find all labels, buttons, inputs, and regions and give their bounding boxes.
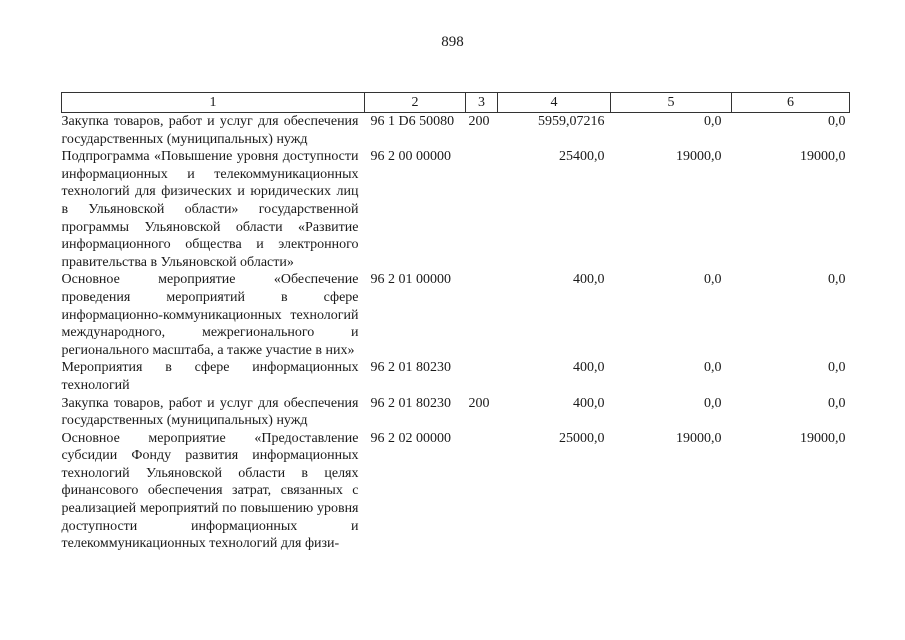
row-code: 96 1 D6 50080 — [370, 114, 455, 129]
table-row — [62, 430, 850, 553]
header-col-5: 5 — [611, 93, 732, 113]
table-row — [62, 271, 850, 359]
row-vr: 200 — [468, 395, 490, 411]
header-col-4: 4 — [498, 93, 611, 113]
header-col-3: 3 — [466, 93, 498, 113]
row-value-4: 400,0 — [573, 272, 605, 288]
row-name: Основное мероприятие «Обеспечение проведения мероприятий в сфере информационно-коммуникационных технологий международного, межрегионального и регионального масштаба, а также участие в них» — [61, 272, 359, 358]
row-value-4: 25000,0 — [559, 430, 605, 446]
row-value-4: 5959,07216 — [538, 114, 605, 129]
row-code: 96 2 01 80230 — [370, 360, 451, 376]
row-code: 96 2 01 80230 — [370, 395, 451, 411]
table-header-row — [62, 93, 850, 113]
row-code: 96 2 00 00000 — [370, 149, 451, 165]
row-vr — [466, 148, 498, 271]
row-name: Закупка товаров, работ и услуг для обеспечения государственных (муниципальных) нужд — [61, 395, 359, 429]
row-value-6: 19000,0 — [800, 430, 846, 446]
row-value-4: 25400,0 — [559, 149, 605, 165]
row-value-6: 0,0 — [828, 360, 846, 376]
row-vr — [466, 430, 498, 553]
table-row — [62, 359, 850, 394]
row-vr — [466, 359, 498, 394]
table-row — [62, 148, 850, 271]
row-code: 96 2 01 00000 — [370, 272, 451, 288]
row-value-6: 0,0 — [828, 395, 846, 411]
row-value-6: 19000,0 — [800, 149, 846, 165]
row-value-4: 400,0 — [573, 395, 605, 411]
row-name: Мероприятия в сфере информационных технологий — [61, 360, 359, 393]
row-name: Подпрограмма «Повышение уровня доступности информационных и телекоммуникационных технологий для физических и юридических лиц в Ульяновской области» государственной программы Ульяновской области «Развитие информационного общества и электронного правительства в Ульяновской области» — [61, 149, 359, 270]
row-name: Закупка товаров, работ и услуг для обеспечения государственных (муниципальных) нужд — [61, 114, 359, 147]
page-number: 898 — [441, 34, 464, 50]
row-value-5: 19000,0 — [676, 149, 722, 165]
row-vr: 200 — [468, 114, 490, 129]
header-col-6: 6 — [732, 93, 850, 113]
row-value-4: 400,0 — [573, 360, 605, 376]
row-name: Основное мероприятие «Предоставление субсидии Фонду развития информационных технологий Ульяновской области в целях финансового обеспечения затрат, связанных с реализацией мероприятий по повышению уровня доступности информационных и телекоммуникационных технологий для физи- — [61, 430, 359, 552]
row-vr — [466, 271, 498, 359]
row-code: 96 2 02 00000 — [370, 430, 451, 446]
budget-table — [61, 92, 850, 553]
header-col-2: 2 — [365, 93, 466, 113]
header-col-1: 1 — [62, 93, 365, 113]
row-value-5: 0,0 — [704, 360, 722, 376]
row-value-5: 0,0 — [704, 395, 722, 411]
table-row — [62, 395, 850, 430]
row-value-5: 0,0 — [704, 114, 722, 129]
table-row — [62, 113, 850, 149]
row-value-6: 0,0 — [828, 114, 846, 129]
row-value-5: 0,0 — [704, 272, 722, 288]
row-value-5: 19000,0 — [676, 430, 722, 446]
row-value-6: 0,0 — [828, 272, 846, 288]
